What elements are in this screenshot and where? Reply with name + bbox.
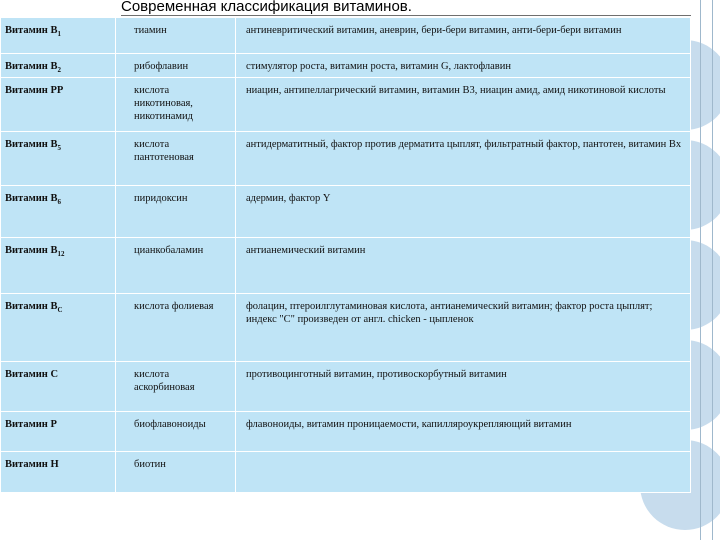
vitamin-label: Витамин B xyxy=(5,193,58,205)
table-row xyxy=(1,78,691,132)
synonyms-cell: антидерматитный, фактор против дерматита цыплят, фильтратный фактор, пантотен, витамин Bx xyxy=(236,132,691,186)
vitamin-label: Витамин B xyxy=(5,139,58,151)
chemical-name-cell: биотин xyxy=(116,452,236,493)
table-row xyxy=(1,18,691,54)
title-underline xyxy=(121,15,691,16)
decor-line xyxy=(712,0,713,540)
vitamin-label: Витамин H xyxy=(5,459,59,471)
table-row xyxy=(1,54,691,78)
vitamin-table-body xyxy=(1,18,691,493)
page-title: Современная классификация витаминов. xyxy=(121,0,412,15)
vitamin-subscript: C xyxy=(57,306,63,315)
vitamin-name-cell xyxy=(1,54,116,78)
vitamin-name-cell xyxy=(1,132,116,186)
synonyms-cell: противоцинготный витамин, противоскорбутный витамин xyxy=(236,362,691,412)
table-row xyxy=(1,238,691,294)
vitamin-name-cell xyxy=(1,294,116,362)
chemical-name-cell: рибофлавин xyxy=(116,54,236,78)
vitamin-name-cell xyxy=(1,18,116,54)
vitamin-name-cell xyxy=(1,362,116,412)
chemical-name-cell: тиамин xyxy=(116,18,236,54)
vitamin-label: Витамин P xyxy=(5,419,57,431)
synonyms-cell: адермин, фактор Y xyxy=(236,186,691,238)
vitamin-name-cell xyxy=(1,452,116,493)
decor-line xyxy=(700,0,701,540)
vitamin-subscript: 2 xyxy=(57,66,61,75)
synonyms-cell: фолацин, птероилглутаминовая кислота, антианемический витамин; фактор роста цыплят; индекс "C" произведен от англ. chicken - цыпленок xyxy=(236,294,691,362)
vitamin-subscript: 12 xyxy=(57,250,65,259)
vitamin-label: Витамин B xyxy=(5,245,58,257)
chemical-name-cell: кислота никотиновая, никотинамид xyxy=(116,78,236,132)
chemical-name-cell: пиридоксин xyxy=(116,186,236,238)
vitamin-label: Витамин B xyxy=(5,301,58,313)
chemical-name-cell: кислота аскорбиновая xyxy=(116,362,236,412)
table-row xyxy=(1,294,691,362)
vitamin-label: Витамин C xyxy=(5,369,59,381)
table-row xyxy=(1,452,691,493)
synonyms-cell: флавоноиды, витамин проницаемости, капилляроукрепляющий витамин xyxy=(236,412,691,452)
synonyms-cell: антианемический витамин xyxy=(236,238,691,294)
vitamin-subscript: 5 xyxy=(57,144,61,153)
vitamin-subscript: 6 xyxy=(57,198,61,207)
synonyms-cell: ниацин, антипеллагрический витамин, витамин B3, ниацин амид, амид никотиновой кислоты xyxy=(236,78,691,132)
vitamin-label: Витамин PP xyxy=(5,85,64,97)
table-row xyxy=(1,132,691,186)
chemical-name-cell: биофлавоноиды xyxy=(116,412,236,452)
chemical-name-cell: цианкобаламин xyxy=(116,238,236,294)
table-row xyxy=(1,412,691,452)
synonyms-cell: стимулятор роста, витамин роста, витамин G, лактофлавин xyxy=(236,54,691,78)
chemical-name-cell: кислота фолиевая xyxy=(116,294,236,362)
vitamin-label: Витамин B xyxy=(5,25,58,36)
table-row xyxy=(1,186,691,238)
chemical-name-cell: кислота пантотеновая xyxy=(116,132,236,186)
vitamin-name-cell xyxy=(1,238,116,294)
vitamin-table xyxy=(0,17,691,493)
vitamin-name-cell xyxy=(1,78,116,132)
table-row xyxy=(1,362,691,412)
vitamin-subscript: 1 xyxy=(57,30,61,39)
vitamin-name-cell xyxy=(1,186,116,238)
vitamin-label: Витамин B xyxy=(5,61,58,72)
vitamin-name-cell xyxy=(1,412,116,452)
synonyms-cell: антиневритический витамин, аневрин, бери-бери витамин, анти-бери-бери витамин xyxy=(236,18,691,54)
synonyms-cell xyxy=(236,452,691,493)
